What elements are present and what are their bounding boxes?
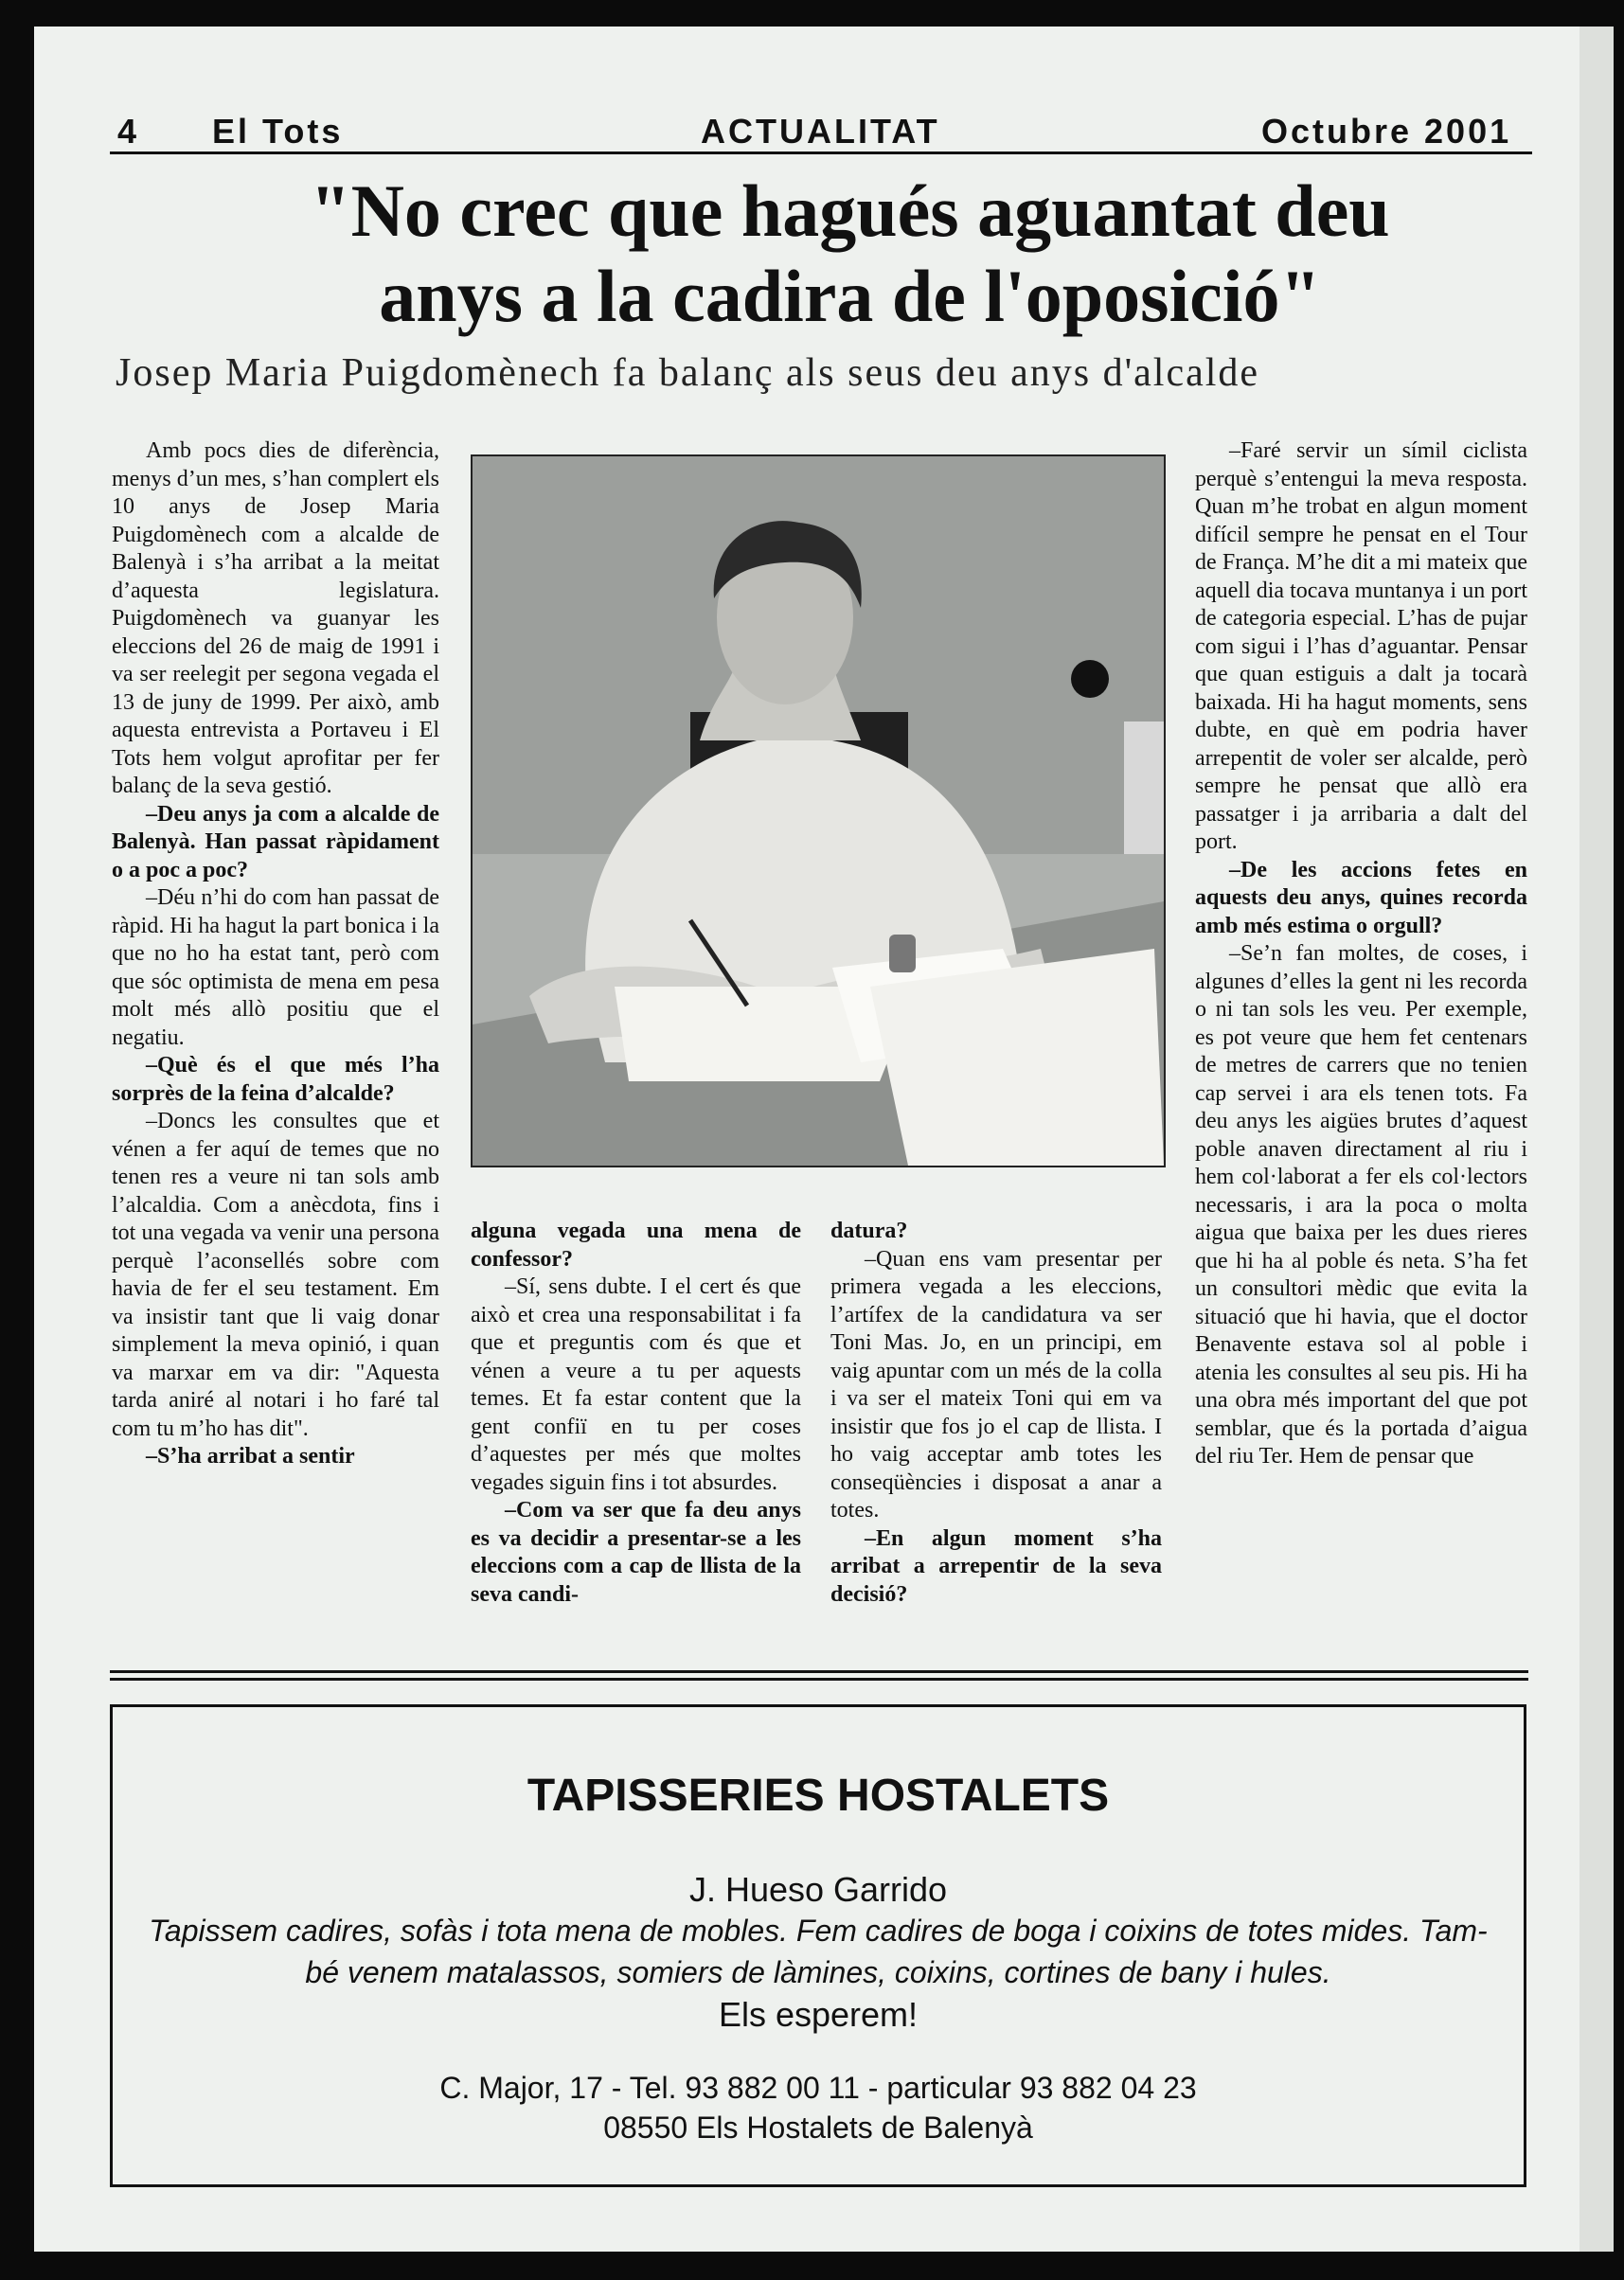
photo-interviewee xyxy=(471,454,1166,1167)
ad-company-name: TAPISSERIES HOSTALETS xyxy=(526,1771,1110,1821)
header-rule xyxy=(110,151,1532,154)
answer: –Se’n fan moltes, de coses, i algunes d’elles la gent ni les recorda o ni tan sols les veu. Per exemple, es pot veure que hem fet centenars de metres de carrers que no tenien cap servei i ara els tenen tots. Fa deu anys les aigües brutes d’aquest poble anaven directament al riu i hem col·laborat a fer els col·lectors necessaris, i ara la poca o molta aigua que baixa per les dues rieres que hi ha al poble és neta. S’ha fet un consultori mèdic que evita la situació que hi havia, que el doctor Benavente estava sol al poble i atenia les consultes al seu pis. Hi ha una obra més important del que pot semblar, que és la portada d’aigua del riu Ter. Hem de pensar que xyxy=(1195,941,1527,1469)
double-rule-bottom xyxy=(110,1678,1528,1681)
answer: –Faré servir un símil ciclista perquè s’entengui la meva resposta. Quan m’he trobat en algun moment difícil sempre he pensat en el Tour de França. M’he dit a mi mateix que aquell dia tocava muntanya i un port de categoria especial. L’has de pujar com sigui i l’has d’aguantar. Pensar que quan estiguis a dalt ja tocarà baixada. Hi ha hagut moments, sens dubte, en què em podria haver arrepentit de voler ser alcalde, però sempre he pensat que allò era passatger i ja arribaria a dalt del port. xyxy=(1195,438,1527,854)
answer: –Déu n’hi do com han passat de ràpid. Hi ha hagut la part bonica i la que no ho ha estat tant, però com que sóc optimista de mena em pesa molt més allò positiu que el negatiu. xyxy=(112,885,439,1050)
question: –En algun moment s’ha arribat a arrepentir de la seva decisió? xyxy=(830,1525,1162,1607)
page-number: 4 xyxy=(117,112,140,151)
issue-date: Octubre 2001 xyxy=(1261,112,1512,151)
answer: –Sí, sens dubte. I el cert és que això et crea una responsabilitat i fa que et preguntis com és que et vénen a veure a tu per aquests temes. Et fa estar content que la gent confiï en tu per coses d’aquestes per més que moltes vegades siguin fins i tot absurdes. xyxy=(471,1274,801,1495)
answer: –Quan ens vam presentar per primera vegada a les eleccions, l’artífex de la candidatura va ser Toni Mas. Jo, en un principi, em vaig apuntar com un més de la colla i va ser el mateix Toni qui em va insistir que fos jo el cap de llista. I ho vaig acceptar amb totes les conseqüències i disposat a anar a totes. xyxy=(830,1246,1162,1523)
question: –Com va ser que fa deu anys es va decidir a presentar-se a les eleccions com a cap de llista de la seva candi- xyxy=(471,1498,801,1607)
headline-line-2: anys a la cadira de l'oposició" xyxy=(379,255,1321,337)
page-edge xyxy=(1579,27,1614,2252)
ad-address-phone: C. Major, 17 - Tel. 93 882 00 11 - particular 93 882 04 23 xyxy=(439,2071,1197,2105)
ad-tagline: Els esperem! xyxy=(718,1995,919,2034)
section-name: ACTUALITAT xyxy=(701,112,940,151)
ad-description-line-1: Tapissem cadires, sofàs i tota mena de mobles. Fem cadires de boga i coixins de totes mides. Tam- xyxy=(149,1914,1488,1948)
ad-description-line-2: bé venem matalassos, somiers de làmines, coixins, cortines de bany i hules. xyxy=(305,1955,1331,1989)
advertisement-box xyxy=(110,1704,1526,2187)
article-column-3 xyxy=(830,1218,1162,1609)
article-column-1 xyxy=(112,437,439,1471)
answer: –Doncs les consultes que et vénen a fer aquí de temes que no tenen res a veure ni tan sols amb l’alcaldia. Com a anècdota, fins i tot una vegada va venir una persona perquè l’aconsellés sobre com havia de fer el seu testament. Em va insistir tant que li vaig donar simplement la meva opinió, i quan va marxar em va dir: "Aquesta tarda aniré al notari i ho faré tal com tu m’ho has dit". xyxy=(112,1109,439,1441)
publication-name: El Tots xyxy=(212,112,344,151)
article-column-2 xyxy=(471,1218,801,1609)
intro-paragraph: Amb pocs dies de diferència, menys d’un mes, s’han complert els 10 anys de Josep Maria Puigdomènech com a alcalde de Balenyà i s’ha arribat a la meitat d’aquesta legislatura. Puigdomènech va guanyar les eleccions del 26 de maig de 1991 i va ser reelegit per segona vegada el 13 de juny de 1999. Per això, amb aquesta entrevista a Portaveu i El Tots hem volgut aprofitar per fer balanç de la seva gestió. xyxy=(112,438,439,798)
double-rule-top xyxy=(110,1670,1528,1673)
ad-postal-address: 08550 Els Hostalets de Balenyà xyxy=(603,2111,1033,2145)
question-continued: alguna vegada una mena de confessor? xyxy=(471,1219,801,1272)
question: –Deu anys ja com a alcalde de Balenyà. Han passat ràpidament o a poc a poc? xyxy=(112,801,439,882)
headline-line-1: "No crec que hagués aguantat deu xyxy=(310,169,1390,252)
question: –S’ha arribat a sentir xyxy=(146,1444,355,1469)
question: –Què és el que més l’ha sorprès de la feina d’alcalde? xyxy=(112,1053,439,1106)
question: –De les accions fetes en aquests deu anys, quines recorda amb més estima o orgull? xyxy=(1195,857,1527,938)
subtitle: Josep Maria Puigdomènech fa balanç als seus deu anys d'alcalde xyxy=(116,351,1260,395)
question-continued: datura? xyxy=(830,1219,908,1243)
headline xyxy=(0,169,1624,339)
article-column-4 xyxy=(1195,437,1527,1471)
ad-owner-name: J. Hueso Garrido xyxy=(688,1870,948,1909)
portrait-photo xyxy=(473,456,1164,1166)
